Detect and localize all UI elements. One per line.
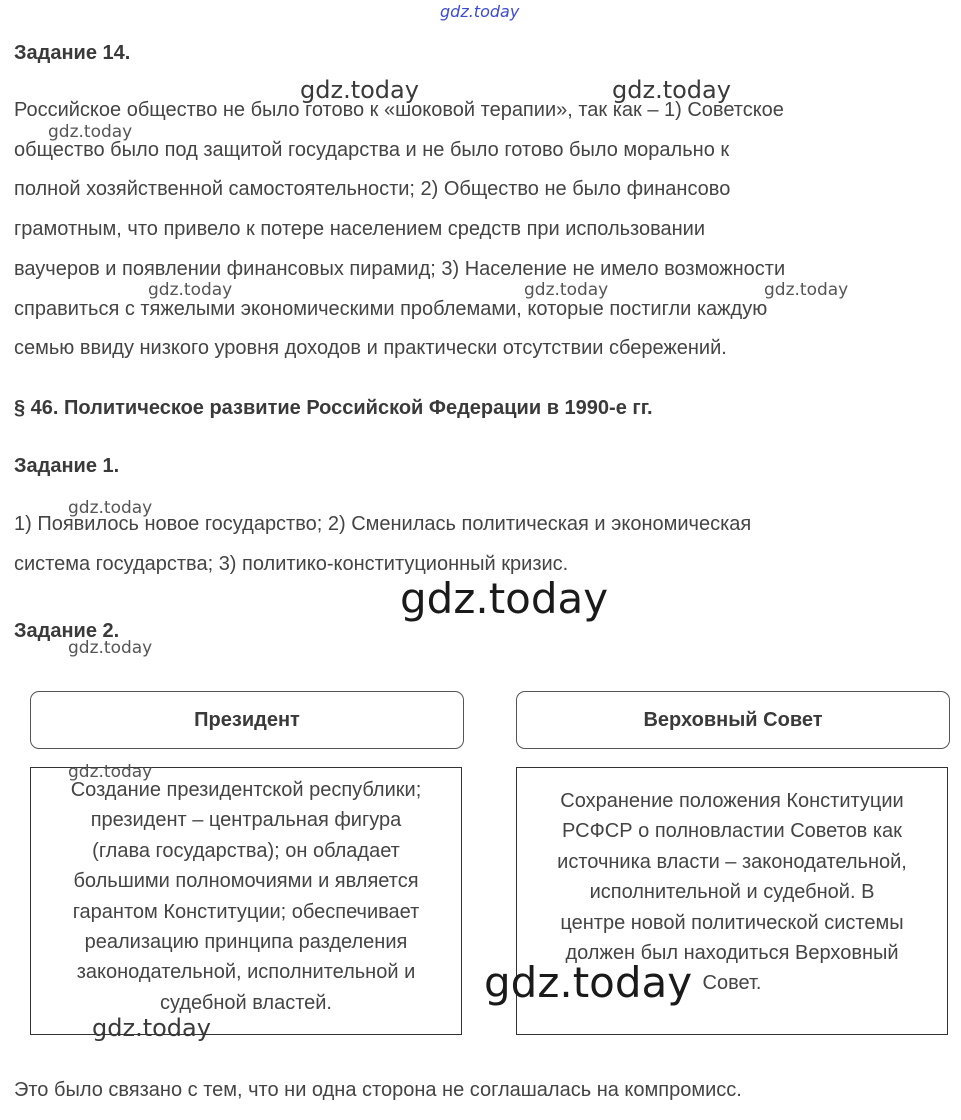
task14-line: полной хозяйственной самостоятельности; 2) Общество не было финансово <box>14 178 731 201</box>
council-line: должен был находиться Верховный <box>565 942 899 965</box>
council-line: исполнительной и судебной. В <box>589 881 875 904</box>
watermark: gdz.today <box>764 280 849 300</box>
watermark: gdz.today <box>484 958 693 1007</box>
president-line: реализацию принципа разделения <box>84 931 408 954</box>
watermark-top: gdz.today <box>440 2 520 21</box>
council-line: Совет. <box>702 972 762 995</box>
watermark: gdz.today <box>612 76 731 104</box>
president-line: президент – центральная фигура <box>90 809 402 832</box>
watermark: gdz.today <box>300 76 419 104</box>
watermark: gdz.today <box>68 498 153 518</box>
task14-heading: Задание 14. <box>14 42 131 64</box>
president-header-box: Президент <box>30 691 464 749</box>
task14-line: Российское общество не было готово к «шоковой терапии», так как – 1) Советское <box>14 99 784 121</box>
watermark: gdz.today <box>68 638 153 658</box>
watermark: gdz.today <box>68 762 153 782</box>
watermark: gdz.today <box>148 280 233 300</box>
task14-line: общество было под защитой государства и не было готово было морально к <box>14 138 730 161</box>
council-line: Сохранение положения Конституции <box>560 790 904 812</box>
task1-line: 1) Появилось новое государство; 2) Сменилась политическая и экономическая <box>14 513 752 535</box>
section-title: § 46. Политическое развитие Российской Федерации в 1990-е гг. <box>14 397 653 419</box>
council-line: источника власти – законодательной, <box>557 850 907 873</box>
president-line: судебной властей. <box>159 991 332 1014</box>
task14-line: ваучеров и появлении финансовых пирамид; 3) Население не имело возможности <box>14 257 786 280</box>
task14-line: семью ввиду низкого уровня доходов и практически отсутствии сбережений. <box>14 337 727 360</box>
president-line: законодательной, исполнительной и <box>76 961 416 984</box>
watermark: gdz.today <box>92 1014 211 1042</box>
task1-line: система государства; 3) политико-конституционный кризис. <box>14 552 569 575</box>
conclusion-line: Это было связано с тем, что ни одна сторона не соглашалась на компромисс. <box>14 1079 742 1101</box>
president-line: Создание президентской республики; <box>70 779 422 801</box>
watermark: gdz.today <box>524 280 609 300</box>
task14-line: справиться с тяжелыми экономическими проблемами, которые постигли каждую <box>14 297 768 320</box>
council-line: центре новой политической системы <box>560 911 904 934</box>
task2-heading: Задание 2. <box>14 620 120 642</box>
watermark: gdz.today <box>400 574 609 623</box>
task2-conclusion <box>14 1071 742 1111</box>
council-line: РСФСР о полновластии Советов как <box>562 820 902 843</box>
president-line: большими полномочиями и является <box>73 870 419 893</box>
task14-line: грамотным, что привело к потере населением средств при использовании <box>14 218 706 241</box>
president-line: гарантом Конституции; обеспечивает <box>72 900 420 923</box>
council-header-box: Верховный Совет <box>516 691 950 749</box>
president-description-box <box>30 767 462 1035</box>
president-line: (глава государства); он обладает <box>92 839 400 862</box>
task1-heading: Задание 1. <box>14 455 120 477</box>
watermark: gdz.today <box>48 122 133 142</box>
